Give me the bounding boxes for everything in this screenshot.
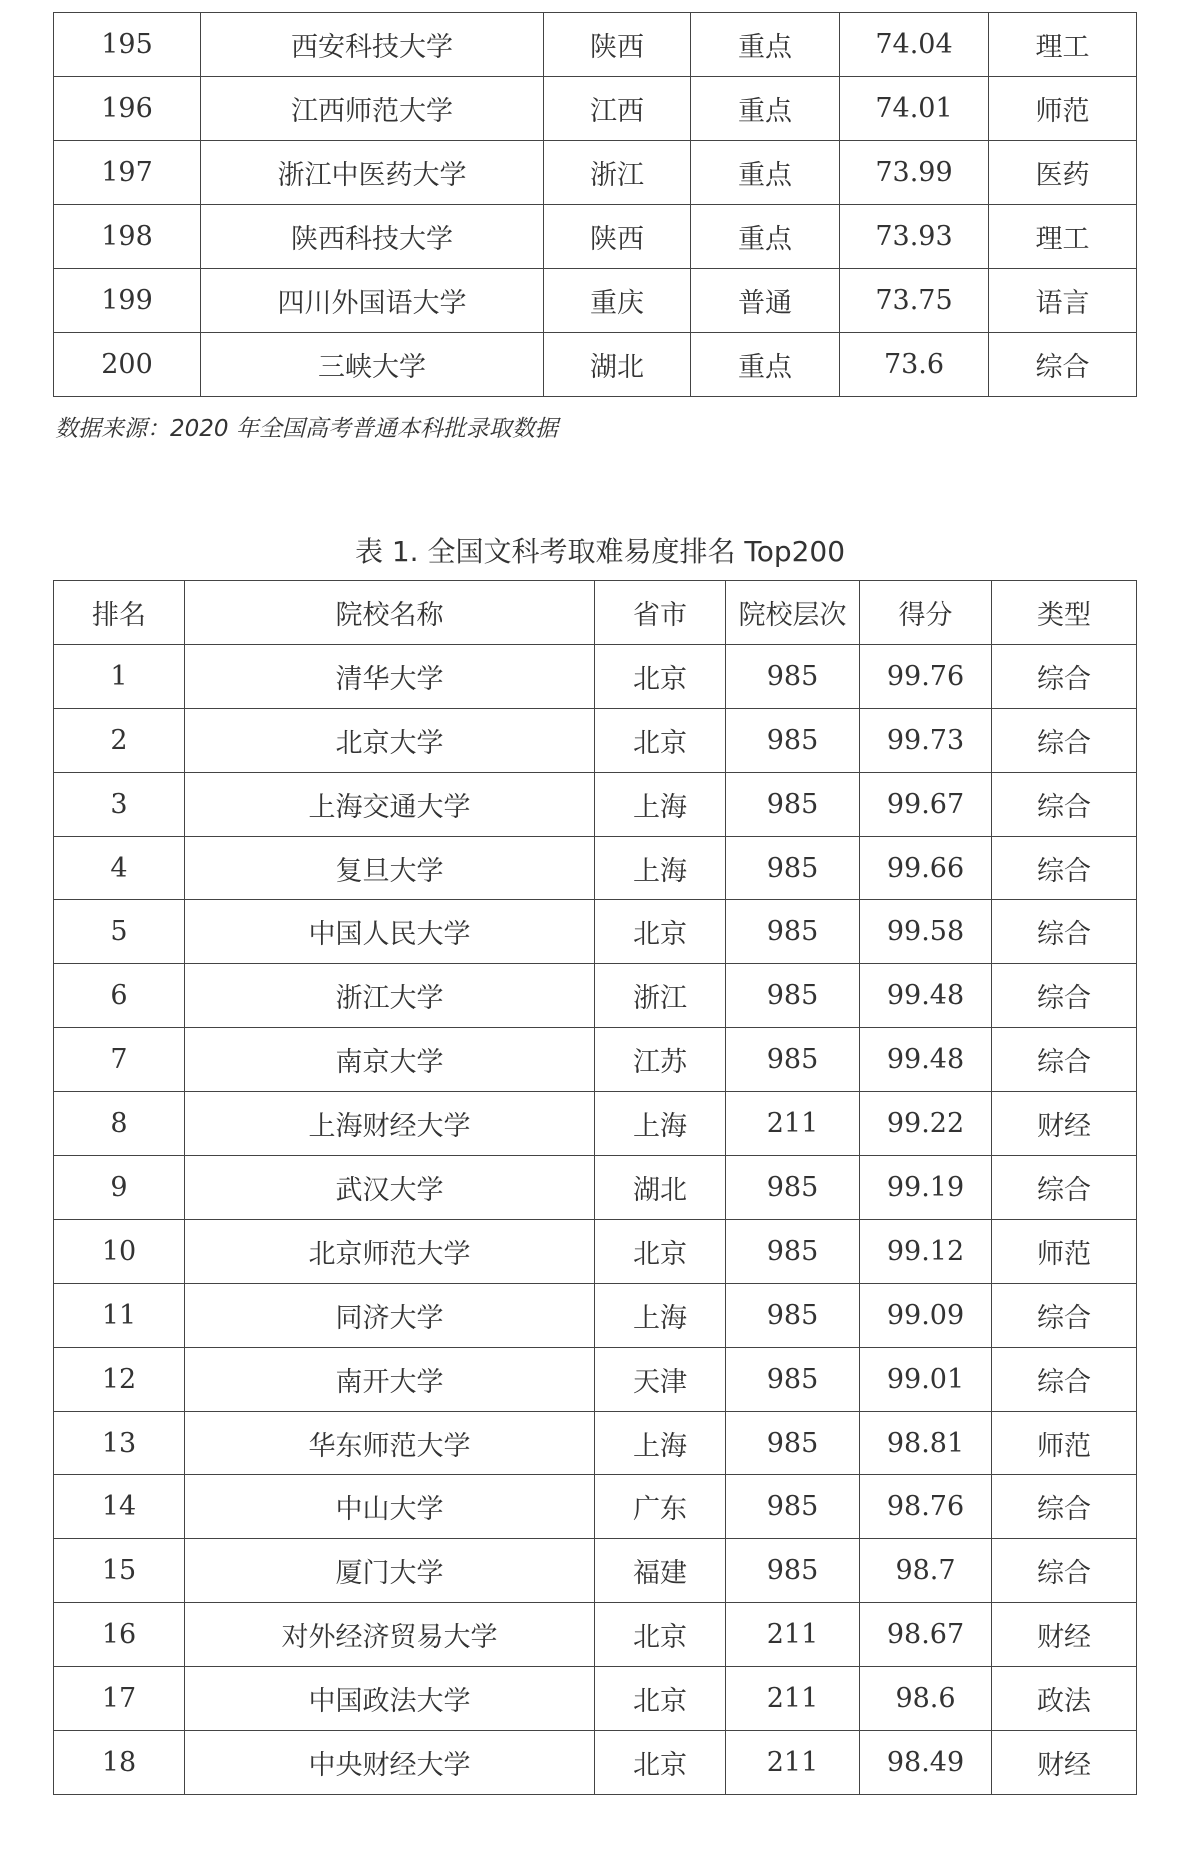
type-cell: 综合 <box>989 333 1137 397</box>
level-cell: 985 <box>726 1283 860 1347</box>
province-cell: 湖北 <box>544 333 691 397</box>
province-cell: 陕西 <box>544 13 691 77</box>
rank-cell: 6 <box>54 964 185 1028</box>
score-cell: 99.73 <box>860 708 992 772</box>
rank-cell: 10 <box>54 1219 185 1283</box>
score-cell: 99.22 <box>860 1092 992 1156</box>
school-name-cell: 厦门大学 <box>185 1539 595 1603</box>
previous-ranking-table <box>53 12 1137 397</box>
province-cell: 北京 <box>595 708 726 772</box>
table-row <box>54 333 1137 397</box>
score-cell: 98.49 <box>860 1731 992 1795</box>
score-cell: 99.48 <box>860 1028 992 1092</box>
level-cell: 985 <box>726 964 860 1028</box>
province-cell: 浙江 <box>544 141 691 205</box>
province-cell: 北京 <box>595 900 726 964</box>
school-name-cell: 同济大学 <box>185 1283 595 1347</box>
level-cell: 211 <box>726 1092 860 1156</box>
school-name-cell: 华东师范大学 <box>185 1411 595 1475</box>
level-cell: 重点 <box>691 141 840 205</box>
score-cell: 98.6 <box>860 1667 992 1731</box>
liberal-arts-ranking-table <box>53 580 1137 1795</box>
score-cell: 98.81 <box>860 1411 992 1475</box>
school-name-cell: 上海交通大学 <box>185 772 595 836</box>
rank-cell: 199 <box>54 269 201 333</box>
province-cell: 广东 <box>595 1475 726 1539</box>
school-name-cell: 浙江大学 <box>185 964 595 1028</box>
score-cell: 74.01 <box>840 77 989 141</box>
rank-cell: 9 <box>54 1156 185 1220</box>
type-cell: 综合 <box>992 772 1137 836</box>
rank-cell: 197 <box>54 141 201 205</box>
rank-cell: 198 <box>54 205 201 269</box>
province-cell: 江苏 <box>595 1028 726 1092</box>
province-cell: 重庆 <box>544 269 691 333</box>
table-row <box>54 141 1137 205</box>
column-header: 院校名称 <box>185 581 595 645</box>
type-cell: 理工 <box>989 13 1137 77</box>
province-cell: 上海 <box>595 1283 726 1347</box>
type-cell: 理工 <box>989 205 1137 269</box>
school-name-cell: 四川外国语大学 <box>201 269 544 333</box>
type-cell: 综合 <box>992 900 1137 964</box>
rank-cell: 4 <box>54 836 185 900</box>
province-cell: 北京 <box>595 1603 726 1667</box>
type-cell: 综合 <box>992 1347 1137 1411</box>
school-name-cell: 对外经济贸易大学 <box>185 1603 595 1667</box>
school-name-cell: 陕西科技大学 <box>201 205 544 269</box>
school-name-cell: 清华大学 <box>185 644 595 708</box>
rank-cell: 14 <box>54 1475 185 1539</box>
table-row <box>54 205 1137 269</box>
table-row <box>54 13 1137 77</box>
rank-cell: 2 <box>54 708 185 772</box>
type-cell: 财经 <box>992 1092 1137 1156</box>
type-cell: 综合 <box>992 964 1137 1028</box>
type-cell: 师范 <box>992 1411 1137 1475</box>
table-row <box>54 1539 1137 1603</box>
table-row <box>54 900 1137 964</box>
column-header: 排名 <box>54 581 185 645</box>
province-cell: 江西 <box>544 77 691 141</box>
type-cell: 综合 <box>992 708 1137 772</box>
school-name-cell: 北京大学 <box>185 708 595 772</box>
province-cell: 北京 <box>595 1667 726 1731</box>
score-cell: 99.48 <box>860 964 992 1028</box>
province-cell: 上海 <box>595 772 726 836</box>
type-cell: 师范 <box>989 77 1137 141</box>
type-cell: 综合 <box>992 1283 1137 1347</box>
level-cell: 985 <box>726 836 860 900</box>
level-cell: 重点 <box>691 333 840 397</box>
level-cell: 985 <box>726 1028 860 1092</box>
school-name-cell: 中山大学 <box>185 1475 595 1539</box>
level-cell: 985 <box>726 708 860 772</box>
table-row <box>54 1667 1137 1731</box>
level-cell: 普通 <box>691 269 840 333</box>
level-cell: 985 <box>726 1156 860 1220</box>
score-cell: 98.67 <box>860 1603 992 1667</box>
school-name-cell: 中国人民大学 <box>185 900 595 964</box>
table-row <box>54 269 1137 333</box>
type-cell: 语言 <box>989 269 1137 333</box>
level-cell: 985 <box>726 1347 860 1411</box>
score-cell: 98.76 <box>860 1475 992 1539</box>
table-row <box>54 1156 1137 1220</box>
province-cell: 天津 <box>595 1347 726 1411</box>
rank-cell: 196 <box>54 77 201 141</box>
score-cell: 73.6 <box>840 333 989 397</box>
level-cell: 985 <box>726 1219 860 1283</box>
province-cell: 湖北 <box>595 1156 726 1220</box>
score-cell: 74.04 <box>840 13 989 77</box>
table-row <box>54 1411 1137 1475</box>
province-cell: 上海 <box>595 836 726 900</box>
rank-cell: 13 <box>54 1411 185 1475</box>
rank-cell: 11 <box>54 1283 185 1347</box>
score-cell: 73.93 <box>840 205 989 269</box>
level-cell: 211 <box>726 1603 860 1667</box>
header-row <box>54 581 1137 645</box>
score-cell: 99.67 <box>860 772 992 836</box>
type-cell: 综合 <box>992 644 1137 708</box>
score-cell: 99.09 <box>860 1283 992 1347</box>
school-name-cell: 江西师范大学 <box>201 77 544 141</box>
school-name-cell: 南京大学 <box>185 1028 595 1092</box>
type-cell: 综合 <box>992 1028 1137 1092</box>
level-cell: 重点 <box>691 13 840 77</box>
table-row <box>54 836 1137 900</box>
province-cell: 福建 <box>595 1539 726 1603</box>
table-caption: 表 1. 全国文科考取难易度排名 Top200 <box>354 535 846 568</box>
score-cell: 99.12 <box>860 1219 992 1283</box>
rank-cell: 5 <box>54 900 185 964</box>
level-cell: 985 <box>726 1539 860 1603</box>
school-name-cell: 北京师范大学 <box>185 1219 595 1283</box>
table-row <box>54 77 1137 141</box>
province-cell: 上海 <box>595 1411 726 1475</box>
column-header: 得分 <box>860 581 992 645</box>
type-cell: 财经 <box>992 1603 1137 1667</box>
rank-cell: 195 <box>54 13 201 77</box>
rank-cell: 7 <box>54 1028 185 1092</box>
level-cell: 重点 <box>691 205 840 269</box>
rank-cell: 3 <box>54 772 185 836</box>
level-cell: 985 <box>726 900 860 964</box>
school-name-cell: 中央财经大学 <box>185 1731 595 1795</box>
type-cell: 财经 <box>992 1731 1137 1795</box>
column-header: 院校层次 <box>726 581 860 645</box>
score-cell: 99.58 <box>860 900 992 964</box>
school-name-cell: 上海财经大学 <box>185 1092 595 1156</box>
rank-cell: 1 <box>54 644 185 708</box>
rank-cell: 17 <box>54 1667 185 1731</box>
table-row <box>54 1731 1137 1795</box>
province-cell: 北京 <box>595 644 726 708</box>
table-row <box>54 708 1137 772</box>
school-name-cell: 武汉大学 <box>185 1156 595 1220</box>
province-cell: 陕西 <box>544 205 691 269</box>
school-name-cell: 南开大学 <box>185 1347 595 1411</box>
school-name-cell: 三峡大学 <box>201 333 544 397</box>
score-cell: 99.76 <box>860 644 992 708</box>
table-row <box>54 644 1137 708</box>
data-source-note: 数据来源：2020 年全国高考普通本科批录取数据 <box>55 416 558 442</box>
level-cell: 211 <box>726 1731 860 1795</box>
score-cell: 98.7 <box>860 1539 992 1603</box>
type-cell: 医药 <box>989 141 1137 205</box>
table-row <box>54 772 1137 836</box>
type-cell: 政法 <box>992 1667 1137 1731</box>
rank-cell: 16 <box>54 1603 185 1667</box>
column-header: 类型 <box>992 581 1137 645</box>
school-name-cell: 复旦大学 <box>185 836 595 900</box>
score-cell: 99.01 <box>860 1347 992 1411</box>
column-header: 省市 <box>595 581 726 645</box>
table-row <box>54 1028 1137 1092</box>
score-cell: 73.75 <box>840 269 989 333</box>
level-cell: 985 <box>726 644 860 708</box>
rank-cell: 12 <box>54 1347 185 1411</box>
school-name-cell: 西安科技大学 <box>201 13 544 77</box>
rank-cell: 15 <box>54 1539 185 1603</box>
province-cell: 北京 <box>595 1219 726 1283</box>
rank-cell: 8 <box>54 1092 185 1156</box>
rank-cell: 200 <box>54 333 201 397</box>
type-cell: 综合 <box>992 1475 1137 1539</box>
table-row <box>54 1603 1137 1667</box>
table-row <box>54 1219 1137 1283</box>
school-name-cell: 中国政法大学 <box>185 1667 595 1731</box>
table-row <box>54 1475 1137 1539</box>
level-cell: 重点 <box>691 77 840 141</box>
level-cell: 985 <box>726 1475 860 1539</box>
province-cell: 北京 <box>595 1731 726 1795</box>
type-cell: 师范 <box>992 1219 1137 1283</box>
level-cell: 985 <box>726 772 860 836</box>
type-cell: 综合 <box>992 1156 1137 1220</box>
score-cell: 99.19 <box>860 1156 992 1220</box>
province-cell: 浙江 <box>595 964 726 1028</box>
table-row <box>54 964 1137 1028</box>
type-cell: 综合 <box>992 1539 1137 1603</box>
score-cell: 99.66 <box>860 836 992 900</box>
table-row <box>54 1283 1137 1347</box>
level-cell: 985 <box>726 1411 860 1475</box>
level-cell: 211 <box>726 1667 860 1731</box>
type-cell: 综合 <box>992 836 1137 900</box>
province-cell: 上海 <box>595 1092 726 1156</box>
table-row <box>54 1092 1137 1156</box>
rank-cell: 18 <box>54 1731 185 1795</box>
table-row <box>54 1347 1137 1411</box>
score-cell: 73.99 <box>840 141 989 205</box>
school-name-cell: 浙江中医药大学 <box>201 141 544 205</box>
